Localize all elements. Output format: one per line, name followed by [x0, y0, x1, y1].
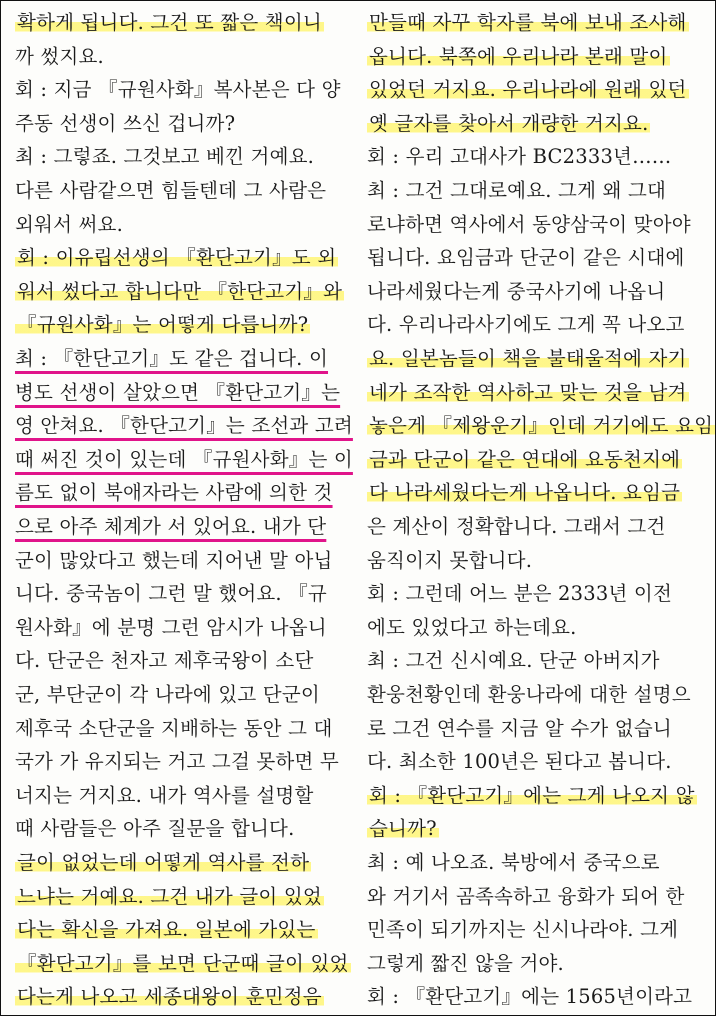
line-text: 제후국 소단군을 지배하는 동안 그 대 [15, 716, 333, 740]
left-text-line [15, 979, 324, 1015]
right-text-line [367, 778, 697, 814]
left-text-line [15, 912, 318, 948]
line-text: 회 : 이유립선생의 『환단고기』도 외 [17, 246, 337, 270]
left-text-line [15, 72, 341, 108]
right-text-line [367, 72, 689, 108]
right-text-line [367, 207, 691, 243]
line-text: 민족이 되기까지는 신시나라야. 그게 [367, 918, 679, 942]
left-text-line [15, 811, 294, 847]
line-text: 다 나라세웠다는게 나옵니다. 요임금 [369, 481, 681, 505]
line-text: 최 : 『한단고기』도 같은 겁니다. 이 [15, 347, 329, 370]
left-text-line [15, 711, 333, 747]
left-text-line [15, 946, 351, 982]
line-text: 최 : 그건 신시예요. 단군 아버지가 [367, 649, 660, 673]
right-text-line [367, 475, 682, 511]
line-text: 환웅천황인데 환웅나라에 대한 설명으 [367, 683, 691, 706]
left-text-line [15, 677, 320, 713]
line-text: 까 썼지요. [15, 44, 104, 68]
left-text-line [15, 5, 324, 41]
left-text-line [15, 139, 314, 175]
line-text: 나라세웠다는게 중국사기에 나옵니 [367, 279, 666, 303]
right-text-line [367, 677, 691, 713]
line-text: 병도 선생이 살았으면 『환단고기』는 [15, 380, 341, 404]
line-text: 외워서 써요. [15, 212, 123, 236]
right-text-line [367, 912, 678, 948]
line-text: 로냐하면 역사에서 동양삼국이 맞아야 [367, 212, 691, 236]
line-text: 국가 가 유지되는 거고 그걸 못하면 무 [15, 750, 339, 774]
line-text: 회 : 지금 『규원사화』복사본은 다 양 [15, 78, 341, 102]
line-text: 느냐는 거예요. 그건 내가 글이 있었 [17, 884, 322, 908]
line-text: 에도 있었다고 하는데요. [367, 615, 577, 639]
left-text-line [15, 207, 123, 243]
right-text-line [367, 106, 650, 142]
right-text-line [367, 375, 689, 411]
line-text: 다. 최소한 100년은 된다고 봅니다. [367, 750, 672, 774]
line-text: 주동 선생이 쓰신 겁니까? [15, 111, 236, 135]
left-text-line [15, 307, 310, 343]
right-text-line [367, 408, 715, 444]
line-text: 원사화』에 분명 그런 암시가 나옵니 [15, 615, 327, 639]
left-text-line [15, 610, 327, 646]
right-text-line [367, 811, 439, 847]
line-text: 확하게 됩니다. 그건 또 짧은 책이니 [17, 11, 322, 34]
left-text-line [15, 375, 340, 411]
left-text-line [15, 39, 104, 75]
line-text: 습니까? [369, 817, 437, 841]
line-text: 『규원사화』는 어떻게 다릅니까? [17, 313, 309, 337]
line-text: 있었던 거지요. 우리나라에 원래 있던 [369, 78, 687, 102]
left-text-line [15, 643, 314, 679]
left-text-line [15, 576, 327, 612]
line-text: 니다. 중국놈이 그런 말 했어요. 『규 [15, 582, 327, 606]
line-text: 다. 우리나라사기에도 그게 꼭 나오고 [367, 313, 685, 337]
line-text: 회 : 『환단고기』에는 1565년이라고 [367, 985, 693, 1009]
left-text-line [15, 408, 353, 444]
left-text-line [15, 879, 324, 915]
right-text-line [367, 274, 665, 310]
line-text: 옛 글자를 찾아서 개량한 거지요. [369, 111, 649, 135]
left-text-line [15, 274, 344, 310]
line-text: 최 : 그렇죠. 그것보고 베낀 거예요. [15, 145, 315, 169]
line-text: 됩니다. 요임금과 단군이 같은 시대에 [367, 246, 685, 270]
line-text: 움직이지 못합니다. [367, 548, 533, 572]
left-text-line [15, 341, 328, 377]
line-text: 옵니다. 북쪽에 우리나라 본래 말이 [369, 44, 668, 68]
right-text-line [367, 879, 685, 915]
line-text: 다른 사람같으면 힘들텐데 그 사람은 [15, 179, 327, 202]
right-text-line [367, 173, 666, 209]
line-text: 회 : 우리 고대사가 BC2333년…… [367, 145, 672, 169]
left-text-line [15, 475, 333, 511]
line-text: 와 거기서 곰족속하고 융화가 되어 한 [367, 884, 685, 908]
line-text: 회 : 『환단고기』에는 그게 나오지 않 [369, 783, 695, 807]
right-text-line [367, 139, 672, 175]
line-text: 요. 일본놈들이 책을 불태울적에 자기 [369, 347, 687, 370]
line-text: 다는게 나오고 세종대왕이 훈민정음 [17, 985, 322, 1009]
line-text: 때 써진 것이 있는데 『규원사화』는 이 [15, 447, 353, 471]
right-text-line [367, 5, 689, 41]
line-text: 놓은게 『제왕운기』인데 거기에도 요임 [369, 414, 714, 438]
left-text-line [15, 240, 338, 276]
right-text-line [367, 240, 685, 276]
right-text-line [367, 744, 672, 780]
line-text: 은 계산이 정확합니다. 그래서 그건 [367, 515, 666, 538]
line-text: 군, 부단군이 각 나라에 있고 단군이 [15, 683, 320, 706]
left-text-line [15, 106, 235, 142]
right-text-line [367, 979, 692, 1015]
line-text: 만들때 자꾸 학자를 북에 보내 조사해 [369, 11, 687, 34]
right-text-line [367, 39, 670, 75]
right-text-line [367, 643, 660, 679]
line-text: 회 : 그런데 어느 분은 2333년 이전 [367, 582, 672, 606]
line-text: 때 사람들은 아주 질문을 합니다. [15, 817, 295, 841]
line-text: 다는 확신을 가져요. 일본에 가있는 [17, 918, 316, 942]
right-text-line [367, 341, 689, 377]
right-text-line [367, 442, 682, 478]
left-text-line [15, 845, 311, 881]
right-text-line [367, 307, 685, 343]
line-text: 워서 썼다고 합니다만 『한단고기』와 [17, 279, 343, 303]
line-text: 최 : 예 나오죠. 북방에서 중국으로 [367, 851, 660, 874]
line-text: 금과 단군이 같은 연대에 요동천지에 [369, 447, 681, 471]
line-text: 로 그건 연수를 지금 알 수가 없습니 [367, 716, 672, 740]
left-text-line [15, 173, 326, 209]
line-text: 글이 없었는데 어떻게 역사를 전하 [17, 851, 310, 874]
line-text: 으로 아주 체계가 서 있어요. 내가 단 [15, 515, 327, 538]
line-text: 름도 없이 북애자라는 사람에 의한 것 [15, 481, 333, 505]
line-text: 그렇게 짧진 않을 거야. [367, 951, 564, 975]
line-text: 최 : 그건 그대로예요. 그게 왜 그대 [367, 179, 667, 202]
line-text: 군이 많았다고 했는데 지어낸 말 아닙 [15, 548, 333, 572]
left-text-line [15, 778, 314, 814]
right-text-line [367, 543, 532, 579]
line-text: 영 안쳐요. 『한단고기』는 조선과 고려 [15, 414, 353, 438]
line-text: 네가 조작한 역사하고 맞는 것을 남겨 [369, 380, 687, 404]
right-text-line [367, 946, 564, 982]
right-text-line [367, 509, 666, 545]
line-text: 너지는 거지요. 내가 역사를 설명할 [15, 783, 314, 807]
left-text-line [15, 744, 339, 780]
right-text-line [367, 576, 672, 612]
right-text-line [367, 711, 672, 747]
line-text: 다. 단군은 천자고 제후국왕이 소단 [15, 649, 314, 673]
right-text-line [367, 610, 577, 646]
left-text-line [15, 442, 353, 478]
left-text-line [15, 543, 333, 579]
line-text: 『환단고기』를 보면 단군때 글이 있었 [17, 951, 349, 975]
right-text-line [367, 845, 660, 881]
left-text-line [15, 509, 326, 545]
